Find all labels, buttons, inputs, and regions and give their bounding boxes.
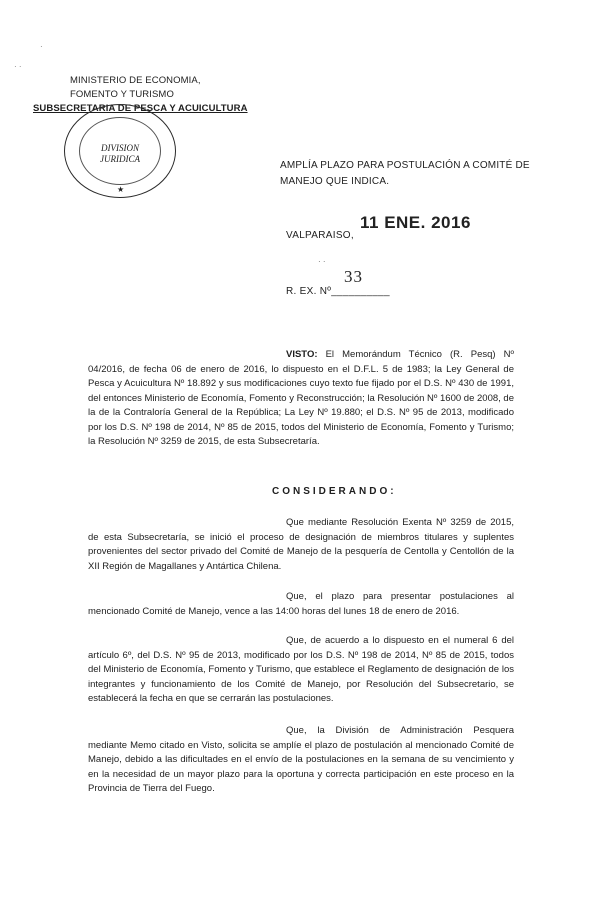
resolution-number: 33: [344, 267, 363, 286]
visto-text: El Memorándum Técnico (R. Pesq) Nº 04/2016, de fecha 06 de enero de 2016, lo dispuesto en el D.F.L. 5 de 1983; la Ley General de Pesca y Acuicultura Nº 18.892 y sus modificaciones cuyo texto fue fijado por el D.S. Nº 430 de 1991, del entonces Ministerio de Economía, Fomento y Reconstrucción; la Resolución Nº 1600 de 2008, de la de la Contraloría General de la República; La Ley Nº 19.880; el D.S. Nº 95 de 2013, modificado por los D.S. Nº 198 de 2014, Nº 85 de 2015, todos del Ministerio de Economía, Fomento y Turismo; la Resolución Nº 3259 de 2015, de esta Subsecretaría.: [88, 349, 514, 447]
ministry-subname: FOMENTO Y TURISMO: [70, 89, 174, 100]
seal-text-line1: DIVISION: [101, 143, 139, 153]
considerando-paragraph: Que mediante Resolución Exenta Nº 3259 de 2015, de esta Subsecretaría, se inició el proceso de designación de miembros titulares y suplentes provenientes del sector privado del Comité de Manejo de la pesquería de Centolla y Centollón de la XII Región de Magallanes y Antártica Chilena.: [88, 517, 514, 572]
considerando-paragraph: Que, la División de Administración Pesquera mediante Memo citado en Visto, solicita se amplíe el plazo de postulación al mencionado Comité de Manejo, debido a las dificultades en el envío de la postulaciones en la semana de su vencimiento y en la necesidad de un mayor plazo para la oportuna y correcta participación en este proceso en la Provincia de Tierra del Fuego.: [88, 725, 514, 794]
subsecretaria-name: SUBSECRETARIA DE PESCA Y ACUICULTURA: [33, 103, 248, 114]
resolution-exenta-label: R. EX. Nº__________: [286, 286, 390, 297]
scan-mark: · ·: [14, 62, 22, 71]
visto-section: [88, 348, 514, 450]
considerando-heading: CONSIDERANDO:: [272, 486, 397, 497]
seal-star-icon: ★: [117, 185, 125, 194]
ministry-name: MINISTERIO DE ECONOMIA,: [70, 75, 201, 86]
visto-label: VISTO:: [286, 349, 318, 360]
date-stamp: 11 ENE. 2016: [360, 213, 471, 232]
scan-mark: ·: [40, 42, 43, 51]
resolution-subject: AMPLÍA PLAZO PARA POSTULACIÓN A COMITÉ DE MANEJO QUE INDICA.: [280, 160, 530, 187]
considerando-paragraph: Que, de acuerdo a lo dispuesto en el numeral 6 del artículo 6º, del D.S. Nº 95 de 2013, modificado por los D.S. Nº 198 de 2014, Nº 85 de 2015, todos del Ministerio de Economía, Fomento y Turismo, que establece el Reglamento de designación de los integrantes y funcionamiento de los Comité de Manejo, por Resolución del Subsecretario, se establecerá la fecha en que se cerrarán las postulaciones.: [88, 635, 514, 704]
letterhead: [70, 74, 201, 102]
place-label: VALPARAISO,: [286, 230, 354, 241]
division-juridica-seal: [64, 104, 176, 198]
stamp-dots: · ·: [318, 257, 326, 266]
considerando-paragraph: Que, el plazo para presentar postulaciones al mencionado Comité de Manejo, vence a las 14:00 horas del lunes 18 de enero de 2016.: [88, 591, 514, 617]
seal-text-line2: JURIDICA: [100, 154, 140, 164]
